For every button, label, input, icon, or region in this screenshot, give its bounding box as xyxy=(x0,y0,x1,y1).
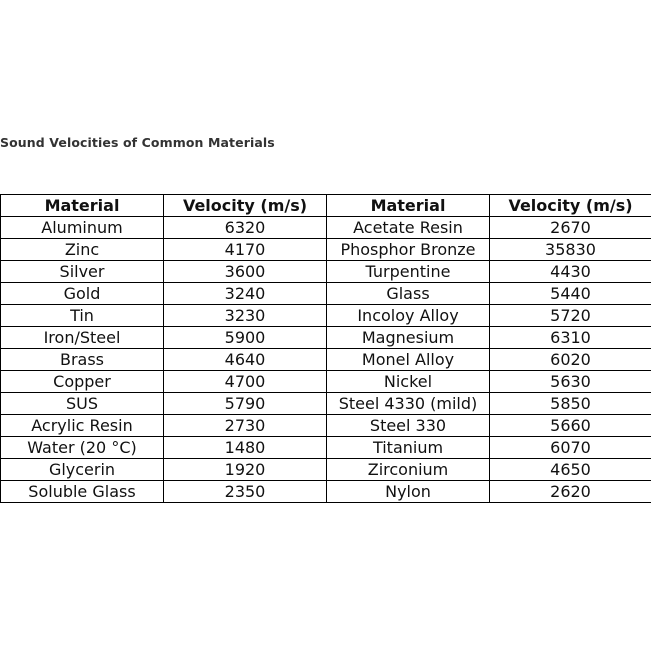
material-cell: Zirconium xyxy=(327,459,490,481)
material-cell: Gold xyxy=(1,283,164,305)
material-cell: Incoloy Alloy xyxy=(327,305,490,327)
velocity-cell: 4640 xyxy=(164,349,327,371)
velocity-cell: 5850 xyxy=(490,393,651,415)
velocity-cell: 1920 xyxy=(164,459,327,481)
velocity-cell: 5900 xyxy=(164,327,327,349)
header-velocity-2: Velocity (m/s) xyxy=(490,195,651,217)
table-row xyxy=(1,371,651,393)
table-row xyxy=(1,217,651,239)
header-material-2: Material xyxy=(327,195,490,217)
velocity-cell: 2350 xyxy=(164,481,327,503)
material-cell: Nickel xyxy=(327,371,490,393)
material-cell: Iron/Steel xyxy=(1,327,164,349)
material-cell: Glass xyxy=(327,283,490,305)
table-row xyxy=(1,239,651,261)
material-cell: Aluminum xyxy=(1,217,164,239)
table-row xyxy=(1,261,651,283)
header-material-1: Material xyxy=(1,195,164,217)
velocity-cell: 35830 xyxy=(490,239,651,261)
material-cell: Steel 4330 (mild) xyxy=(327,393,490,415)
table-row xyxy=(1,437,651,459)
velocity-cell: 6020 xyxy=(490,349,651,371)
table-row xyxy=(1,327,651,349)
velocity-cell: 6070 xyxy=(490,437,651,459)
velocity-cell: 5720 xyxy=(490,305,651,327)
material-cell: Water (20 °C) xyxy=(1,437,164,459)
velocity-cell: 3600 xyxy=(164,261,327,283)
material-cell: Silver xyxy=(1,261,164,283)
table-row xyxy=(1,349,651,371)
material-cell: Tin xyxy=(1,305,164,327)
table-caption: Sound Velocities of Common Materials xyxy=(0,135,275,150)
velocity-cell: 6310 xyxy=(490,327,651,349)
material-cell: Magnesium xyxy=(327,327,490,349)
velocity-cell: 6320 xyxy=(164,217,327,239)
velocity-cell: 5440 xyxy=(490,283,651,305)
table-row xyxy=(1,415,651,437)
material-cell: SUS xyxy=(1,393,164,415)
material-cell: Monel Alloy xyxy=(327,349,490,371)
table-row xyxy=(1,459,651,481)
velocity-cell: 2730 xyxy=(164,415,327,437)
table-row xyxy=(1,283,651,305)
material-cell: Phosphor Bronze xyxy=(327,239,490,261)
velocity-cell: 5660 xyxy=(490,415,651,437)
sound-velocity-table xyxy=(0,194,651,503)
velocity-cell: 2670 xyxy=(490,217,651,239)
material-cell: Zinc xyxy=(1,239,164,261)
material-cell: Acrylic Resin xyxy=(1,415,164,437)
velocity-cell: 4430 xyxy=(490,261,651,283)
material-cell: Steel 330 xyxy=(327,415,490,437)
material-cell: Titanium xyxy=(327,437,490,459)
table-row xyxy=(1,305,651,327)
velocity-cell: 4650 xyxy=(490,459,651,481)
header-row xyxy=(1,195,651,217)
table-row xyxy=(1,393,651,415)
velocity-cell: 5630 xyxy=(490,371,651,393)
material-cell: Turpentine xyxy=(327,261,490,283)
velocity-cell: 3230 xyxy=(164,305,327,327)
velocity-cell: 4700 xyxy=(164,371,327,393)
material-cell: Copper xyxy=(1,371,164,393)
material-cell: Acetate Resin xyxy=(327,217,490,239)
header-velocity-1: Velocity (m/s) xyxy=(164,195,327,217)
material-cell: Soluble Glass xyxy=(1,481,164,503)
velocity-cell: 5790 xyxy=(164,393,327,415)
velocity-cell: 4170 xyxy=(164,239,327,261)
velocity-cell: 3240 xyxy=(164,283,327,305)
material-cell: Nylon xyxy=(327,481,490,503)
material-cell: Brass xyxy=(1,349,164,371)
velocity-cell: 2620 xyxy=(490,481,651,503)
table-row xyxy=(1,481,651,503)
material-cell: Glycerin xyxy=(1,459,164,481)
velocity-cell: 1480 xyxy=(164,437,327,459)
